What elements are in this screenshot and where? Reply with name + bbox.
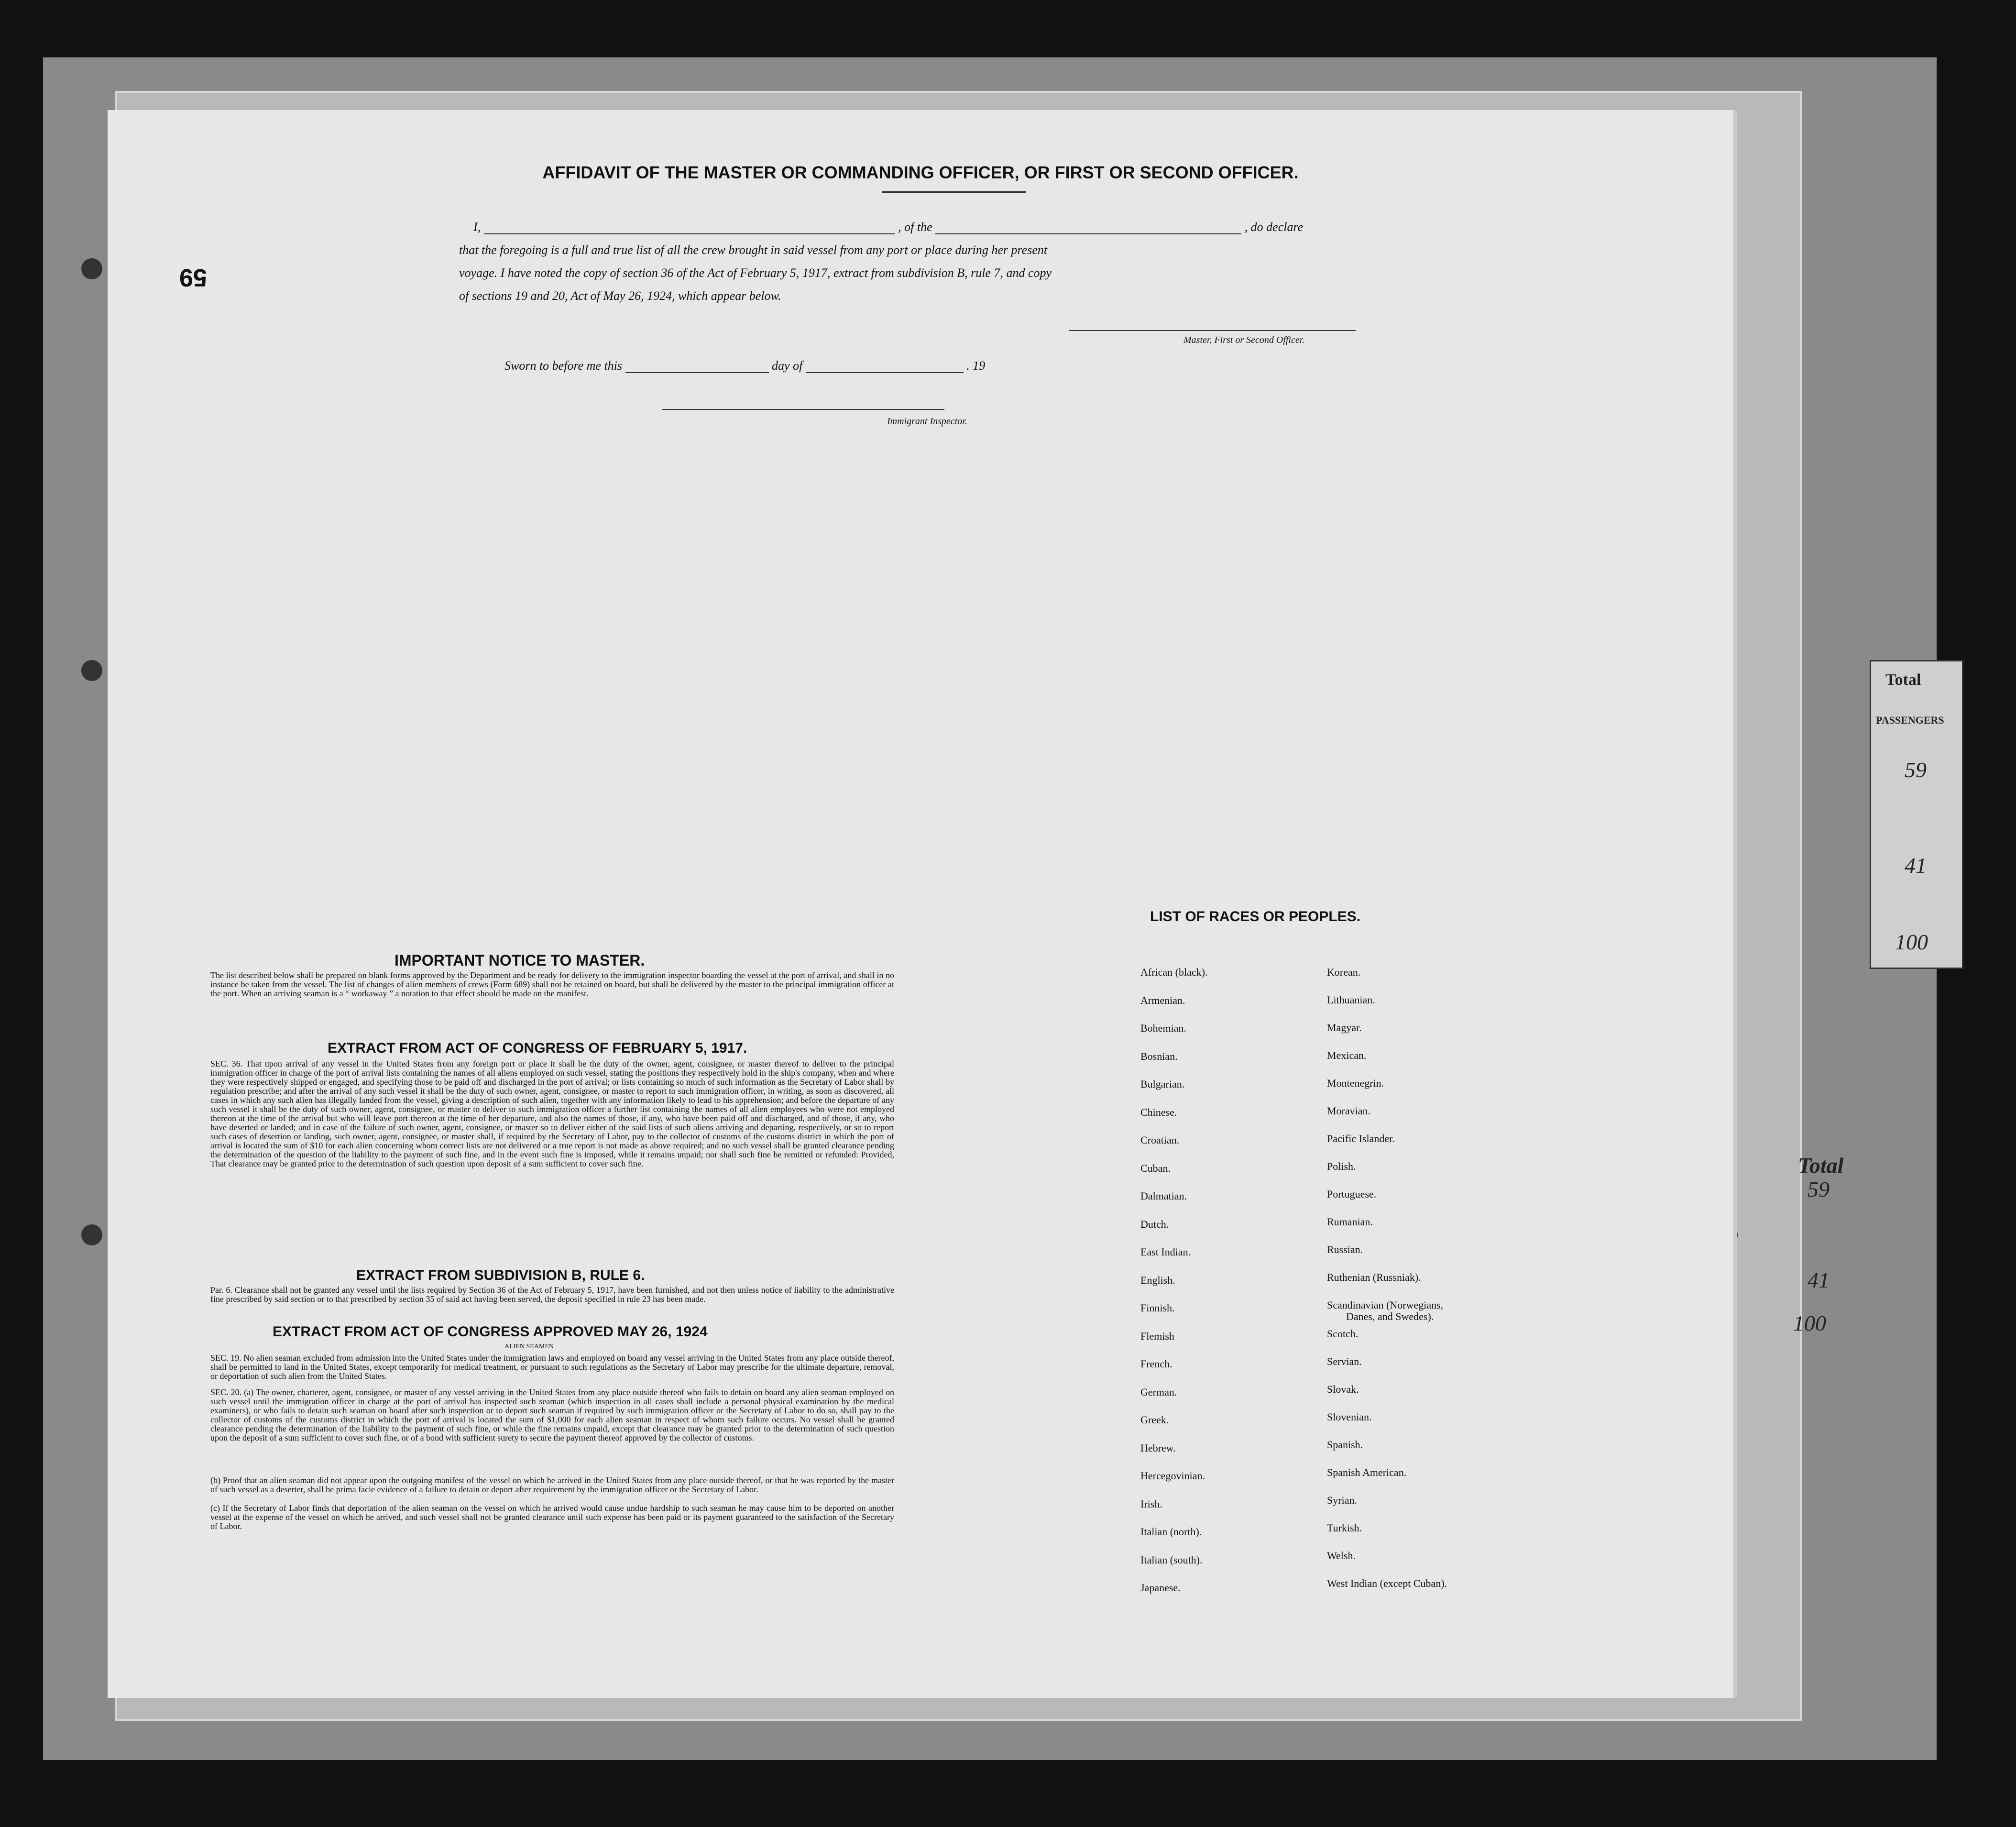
race-item: Ruthenian (Russniak). [1327, 1271, 1421, 1283]
race-item: Pacific Islander. [1327, 1133, 1395, 1145]
tab-passengers-label: PASSENGERS [1876, 714, 1944, 726]
title-rule [882, 191, 1026, 193]
tab-value-1: 59 [1905, 758, 1927, 782]
race-item: Croatian. [1140, 1134, 1180, 1146]
binder-hole [81, 1224, 102, 1245]
affidavit-title: AFFIDAVIT OF THE MASTER OR COMMANDING OFFICER, OR FIRST OR SECOND OFFICER. [542, 163, 1299, 182]
sworn-line [504, 359, 985, 373]
declaration-line-2: that the foregoing is a full and true list of all the crew brought in said vessel from any port or place during her present [459, 243, 1048, 257]
race-item: Scandinavian (Norwegians, [1327, 1299, 1444, 1311]
race-item: Dalmatian. [1140, 1190, 1187, 1202]
races-title: LIST OF RACES OR PEOPLES. [1150, 909, 1361, 925]
act-1924-sec20c: (c) If the Secretary of Labor finds that deportation of the alien seaman on the vessel on which he arrived would cause undue hardship to such seaman he may cause him to be deported on another vessel at the expense of the vessel on which he arrived, and such vessel shall not be granted clearance until such expense has been paid or its payment guaranteed to the satisfaction of the Secretary of Labor. [210, 1503, 894, 1531]
sworn-day-blank[interactable] [625, 362, 769, 373]
race-item: Spanish. [1327, 1439, 1363, 1451]
race-item: Russian. [1327, 1244, 1363, 1255]
race-item: Rumanian. [1327, 1216, 1373, 1228]
race-item: Greek. [1140, 1414, 1169, 1426]
race-item: Servian. [1327, 1355, 1362, 1367]
race-item: Slovak. [1327, 1383, 1359, 1395]
race-item: Italian (south). [1140, 1553, 1203, 1566]
act-1924-sec20b: (b) Proof that an alien seaman did not appear upon the outgoing manifest of the vessel on which he arrived in the United States from any place outside thereof, or that he was reported by the master of such vessel as a deserter, shall be prima facie evidence of a failure to detain or deport after requirement by the immigration officer or the Secretary of Labor. [210, 1475, 894, 1494]
side-value-2: 41 [1808, 1268, 1830, 1292]
race-item: Armenian. [1140, 994, 1185, 1006]
race-item: Lithuanian. [1327, 994, 1375, 1006]
race-item: Cuban. [1140, 1162, 1171, 1174]
race-item: Spanish American. [1327, 1466, 1407, 1478]
race-item: Welsh. [1327, 1550, 1356, 1562]
act-1924-sec19: SEC. 19. No alien seaman excluded from admission into the United States under the immigration laws and employed on board any vessel arriving in the United States from any place outside thereof, shall be permitted to land in the United States, except temporarily for medical treatment, or pursuant to such regulations as the Secretary of Labor may prescribe for the ultimate departure, removal, or deportation of such alien from the United States. [210, 1353, 894, 1381]
sworn-year: . 19 [966, 359, 986, 373]
tab-value-2: 41 [1905, 853, 1927, 878]
race-item: West Indian (except Cuban). [1327, 1577, 1447, 1589]
race-item: Flemish [1140, 1330, 1174, 1342]
act-1924-subtitle: ALIEN SEAMEN [504, 1343, 554, 1350]
declare-i: I, [473, 220, 481, 234]
race-item: Italian (north). [1140, 1526, 1202, 1538]
race-item: Irish. [1140, 1497, 1162, 1510]
race-item: Slovenian. [1327, 1411, 1372, 1423]
tab-value-3: 100 [1895, 930, 1928, 954]
sworn-month-blank[interactable] [806, 362, 964, 373]
act-1917-body: SEC. 36. That upon arrival of any vessel in the United States from any foreign port or place it shall be the duty of the owner, agent, consignee, or master thereof to deliver to the principal immigration officer in charge of the port of arrival lists containing the names of all aliens employed on such vessel, stating the positions they respectively hold in the ship's company, when and where they were respectively shipped or engaged, and specifying those to be paid off and discharged in the port of arrival; or lists containing so much of such information as the Secretary of Labor shall by regulation prescribe; and after the arrival of any such vessel it shall be the duty of such owner, agent, consignee, or master to report to such immigration officer, in writing, as soon as discovered, all cases in which any such alien has illegally landed from the vessel, giving a description of such alien, together with any information likely to lead to his apprehension; and before the departure of any such vessel it shall be the duty of such owner, agent, consignee, or master to deliver to such immigration officer a further list containing the names of all alien employees who were not employed thereon at the time of the arrival but who will leave port thereon at the time of her departure, and also the names of those, if any, who have been paid off and discharged, and of those, if any, who have deserted or landed; and in case of the failure of such owner, agent, consignee, or master so to deliver either of the said lists of such aliens arriving and departing, respectively, or so to report such cases of desertion or landing, such owner, agent, consignee, or master shall, if required by the Secretary of Labor, pay to the collector of customs of the customs district in which the port of arrival is located the sum of $10 for each alien concerning whom correct lists are not delivered or a true report is not made as above required; and no such vessel shall be granted clearance pending the determination of the question of the liability to the payment of such fine, and in the event such fine is imposed, while it remains unpaid; nor shall such fine be remitted or refunded: Provided, That clearance may be granted prior to the determination of such question upon deposit of a sum sufficient to cover such fine. [210, 1059, 894, 1168]
passenger-total-tab [1870, 660, 1963, 969]
race-item: Scotch. [1327, 1328, 1359, 1340]
subdivision-body: Par. 6. Clearance shall not be granted any vessel until the lists required by Section 36 of the Act of February 5, 1917, have been furnished, and not then unless notice of liability to the administrative fine prescribed by said section or to that prescribed by section 35 of said act having been served, the deposit specified in rule 23 has been made. [210, 1285, 894, 1304]
act-1924-title: EXTRACT FROM ACT OF CONGRESS APPROVED MAY 26, 1924 [273, 1324, 708, 1340]
race-item: Dutch. [1140, 1218, 1169, 1230]
race-item: Bohemian. [1140, 1022, 1186, 1034]
side-value-3: 100 [1793, 1311, 1826, 1335]
race-item: Japanese. [1140, 1582, 1181, 1594]
race-item: Finnish. [1140, 1302, 1175, 1314]
binder-hole [81, 258, 102, 279]
act-1917-title: EXTRACT FROM ACT OF CONGRESS OF FEBRUARY 5, 1917. [328, 1040, 747, 1056]
master-signature-line[interactable] [1069, 330, 1356, 331]
declare-end: , do declare [1244, 220, 1304, 234]
race-item: East Indian. [1140, 1246, 1191, 1258]
race-item: Bulgarian. [1140, 1078, 1185, 1090]
race-item: Syrian. [1327, 1494, 1357, 1506]
declaration-line-4: of sections 19 and 20, Act of May 26, 1924, which appear below. [459, 289, 781, 303]
race-item: Montenegrin. [1327, 1077, 1384, 1089]
race-item: German. [1140, 1386, 1177, 1398]
side-value-1: 59 [1808, 1177, 1830, 1201]
master-signature-caption: Master, First or Second Officer. [1183, 335, 1305, 345]
race-item: Mexican. [1327, 1049, 1367, 1061]
notice-body: The list described below shall be prepared on blank forms approved by the Department and be ready for delivery to the immigration inspector boarding the vessel at the port of arrival, and shall in no instance be taken from the vessel. The list of changes of alien members of crews (Form 689) shall not be retained on board, but shall be delivered by the master to the principal immigration officer at the port. When an arriving seaman is a “ workaway ” a notation to that effect should be made on the manifest. [210, 970, 894, 998]
notice-title: IMPORTANT NOTICE TO MASTER. [394, 952, 645, 969]
subdivision-title: EXTRACT FROM SUBDIVISION B, RULE 6. [356, 1267, 645, 1283]
inspector-signature-line[interactable] [662, 409, 944, 410]
race-item: African (black). [1140, 966, 1208, 978]
act-1924-sec20a: SEC. 20. (a) The owner, charterer, agent, consignee, or master of any vessel arriving in the United States from any place outside thereof who fails to detain on board any alien seaman employed on such vessel until the immigration officer in charge at the port of arrival has inspected such seaman (which inspection in all cases shall include a personal physical examination by the medical examiners), or who fails to detain such seaman on board after such inspection or to deport such seaman if required by such immigration officer or the Secretary of Labor to do so, shall pay to the collector of customs of the customs district in which the port of arrival is located the sum of $1,000 for each alien seaman in respect of whom such failure occurs. No vessel shall be granted clearance pending the determination of the liability to the payment of such fine, or while the fine remains unpaid, except that clearance may be granted prior to the determination of such question upon the deposit of a sum sufficient to cover such fine, or of a bond with sufficient surety to secure the payment thereof approved by the collector of customs. [210, 1387, 894, 1442]
race-item: English. [1140, 1274, 1175, 1286]
race-item: Hebrew. [1140, 1442, 1176, 1454]
race-item: Chinese. [1140, 1106, 1177, 1118]
name-blank[interactable] [484, 223, 895, 234]
tab-total-label: Total [1885, 671, 1921, 689]
side-total-label: Total [1798, 1153, 1844, 1178]
affidavit-page [108, 110, 1737, 1698]
race-item: Portuguese. [1327, 1188, 1377, 1200]
page-number: 59 [179, 264, 207, 291]
declaration-line-3: voyage. I have noted the copy of section 36 of the Act of February 5, 1917, extract from subdivision B, rule 7, and copy [459, 266, 1052, 280]
declaration-line-1 [473, 220, 1303, 234]
race-item: Polish. [1327, 1160, 1356, 1172]
race-item: Magyar. [1327, 1022, 1362, 1034]
sworn-day-of: day of [772, 359, 803, 373]
declare-of-the: , of the [898, 220, 932, 234]
inspector-caption: Immigrant Inspector. [887, 416, 967, 427]
race-item: Moravian. [1327, 1105, 1371, 1117]
race-item: Bosnian. [1140, 1050, 1178, 1062]
race-item: Hercegovinian. [1140, 1470, 1205, 1482]
race-item: Danes, and Swedes). [1346, 1310, 1434, 1322]
sworn-label: Sworn to before me this [504, 359, 623, 373]
binder-hole [81, 660, 102, 681]
race-item: Korean. [1327, 966, 1361, 978]
vessel-blank[interactable] [935, 223, 1241, 234]
race-item: Turkish. [1327, 1522, 1362, 1534]
race-item: French. [1140, 1358, 1172, 1370]
